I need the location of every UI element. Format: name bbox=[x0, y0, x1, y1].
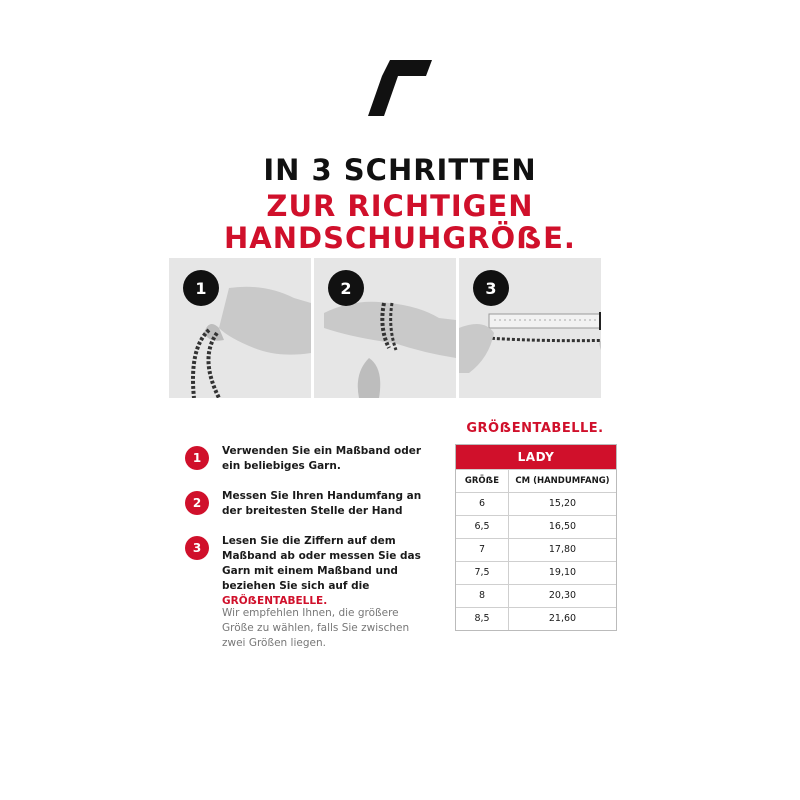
column-header-circumference: CM (HANDUMFANG) bbox=[515, 476, 610, 486]
step-photo-2 bbox=[314, 258, 456, 398]
size-recommendation-note: Wir empfehlen Ihnen, die größere Größe zu wählen, falls Sie zwischen zwei Größen liegen. bbox=[222, 607, 410, 649]
headline-line-1: IN 3 SCHRITTEN bbox=[263, 153, 537, 187]
step-photo-3 bbox=[459, 258, 601, 398]
step-photo-1 bbox=[169, 258, 311, 398]
table-row bbox=[456, 492, 616, 515]
circumference-cell: 21,60 bbox=[548, 613, 577, 624]
step-photo-badge: 2 bbox=[328, 270, 364, 306]
table-row bbox=[456, 561, 616, 584]
size-table-header: LADY bbox=[456, 445, 616, 469]
step-photo-badge: 1 bbox=[183, 270, 219, 306]
size-table bbox=[455, 444, 617, 631]
column-header-size: GRÖẞE bbox=[456, 470, 509, 492]
circumference-cell: 19,10 bbox=[548, 567, 577, 578]
step-text: Messen Sie Ihren Handumfang an der breitesten Stelle der Hand bbox=[222, 490, 422, 517]
size-cell: 6 bbox=[456, 493, 509, 515]
headline-line-2: ZUR RICHTIGEN bbox=[266, 189, 534, 223]
circumference-cell: 20,30 bbox=[548, 590, 577, 601]
circumference-cell: 15,20 bbox=[548, 498, 577, 509]
step-number-badge: 1 bbox=[185, 446, 209, 470]
table-row bbox=[456, 515, 616, 538]
size-cell: 7,5 bbox=[456, 562, 509, 584]
size-table-title: GRÖẞENTABELLE. bbox=[466, 421, 604, 436]
circumference-cell: 17,80 bbox=[548, 544, 577, 555]
headline-line-3: HANDSCHUHGRÖẞE. bbox=[224, 221, 576, 255]
step-photo-badge: 3 bbox=[473, 270, 509, 306]
size-cell: 8 bbox=[456, 585, 509, 607]
table-row bbox=[456, 607, 616, 630]
table-row bbox=[456, 538, 616, 561]
step-number-badge: 3 bbox=[185, 536, 209, 560]
size-cell: 8,5 bbox=[456, 608, 509, 630]
circumference-cell: 16,50 bbox=[548, 521, 577, 532]
step-text-body: Lesen Sie die Ziffern auf dem Maßband ab oder messen Sie das Garn mit einem Maßband und beziehen Sie sich auf die bbox=[222, 535, 421, 592]
step-text: Verwenden Sie ein Maßband oder ein beliebiges Garn. bbox=[222, 445, 422, 472]
step-number-badge: 2 bbox=[185, 491, 209, 515]
size-cell: 7 bbox=[456, 539, 509, 561]
step-text bbox=[222, 534, 422, 609]
size-table-reference: GRÖẞENTABELLE. bbox=[222, 595, 328, 607]
brand-logo bbox=[368, 60, 432, 116]
size-table-column-headers bbox=[456, 469, 616, 492]
table-row bbox=[456, 584, 616, 607]
size-cell: 6,5 bbox=[456, 516, 509, 538]
